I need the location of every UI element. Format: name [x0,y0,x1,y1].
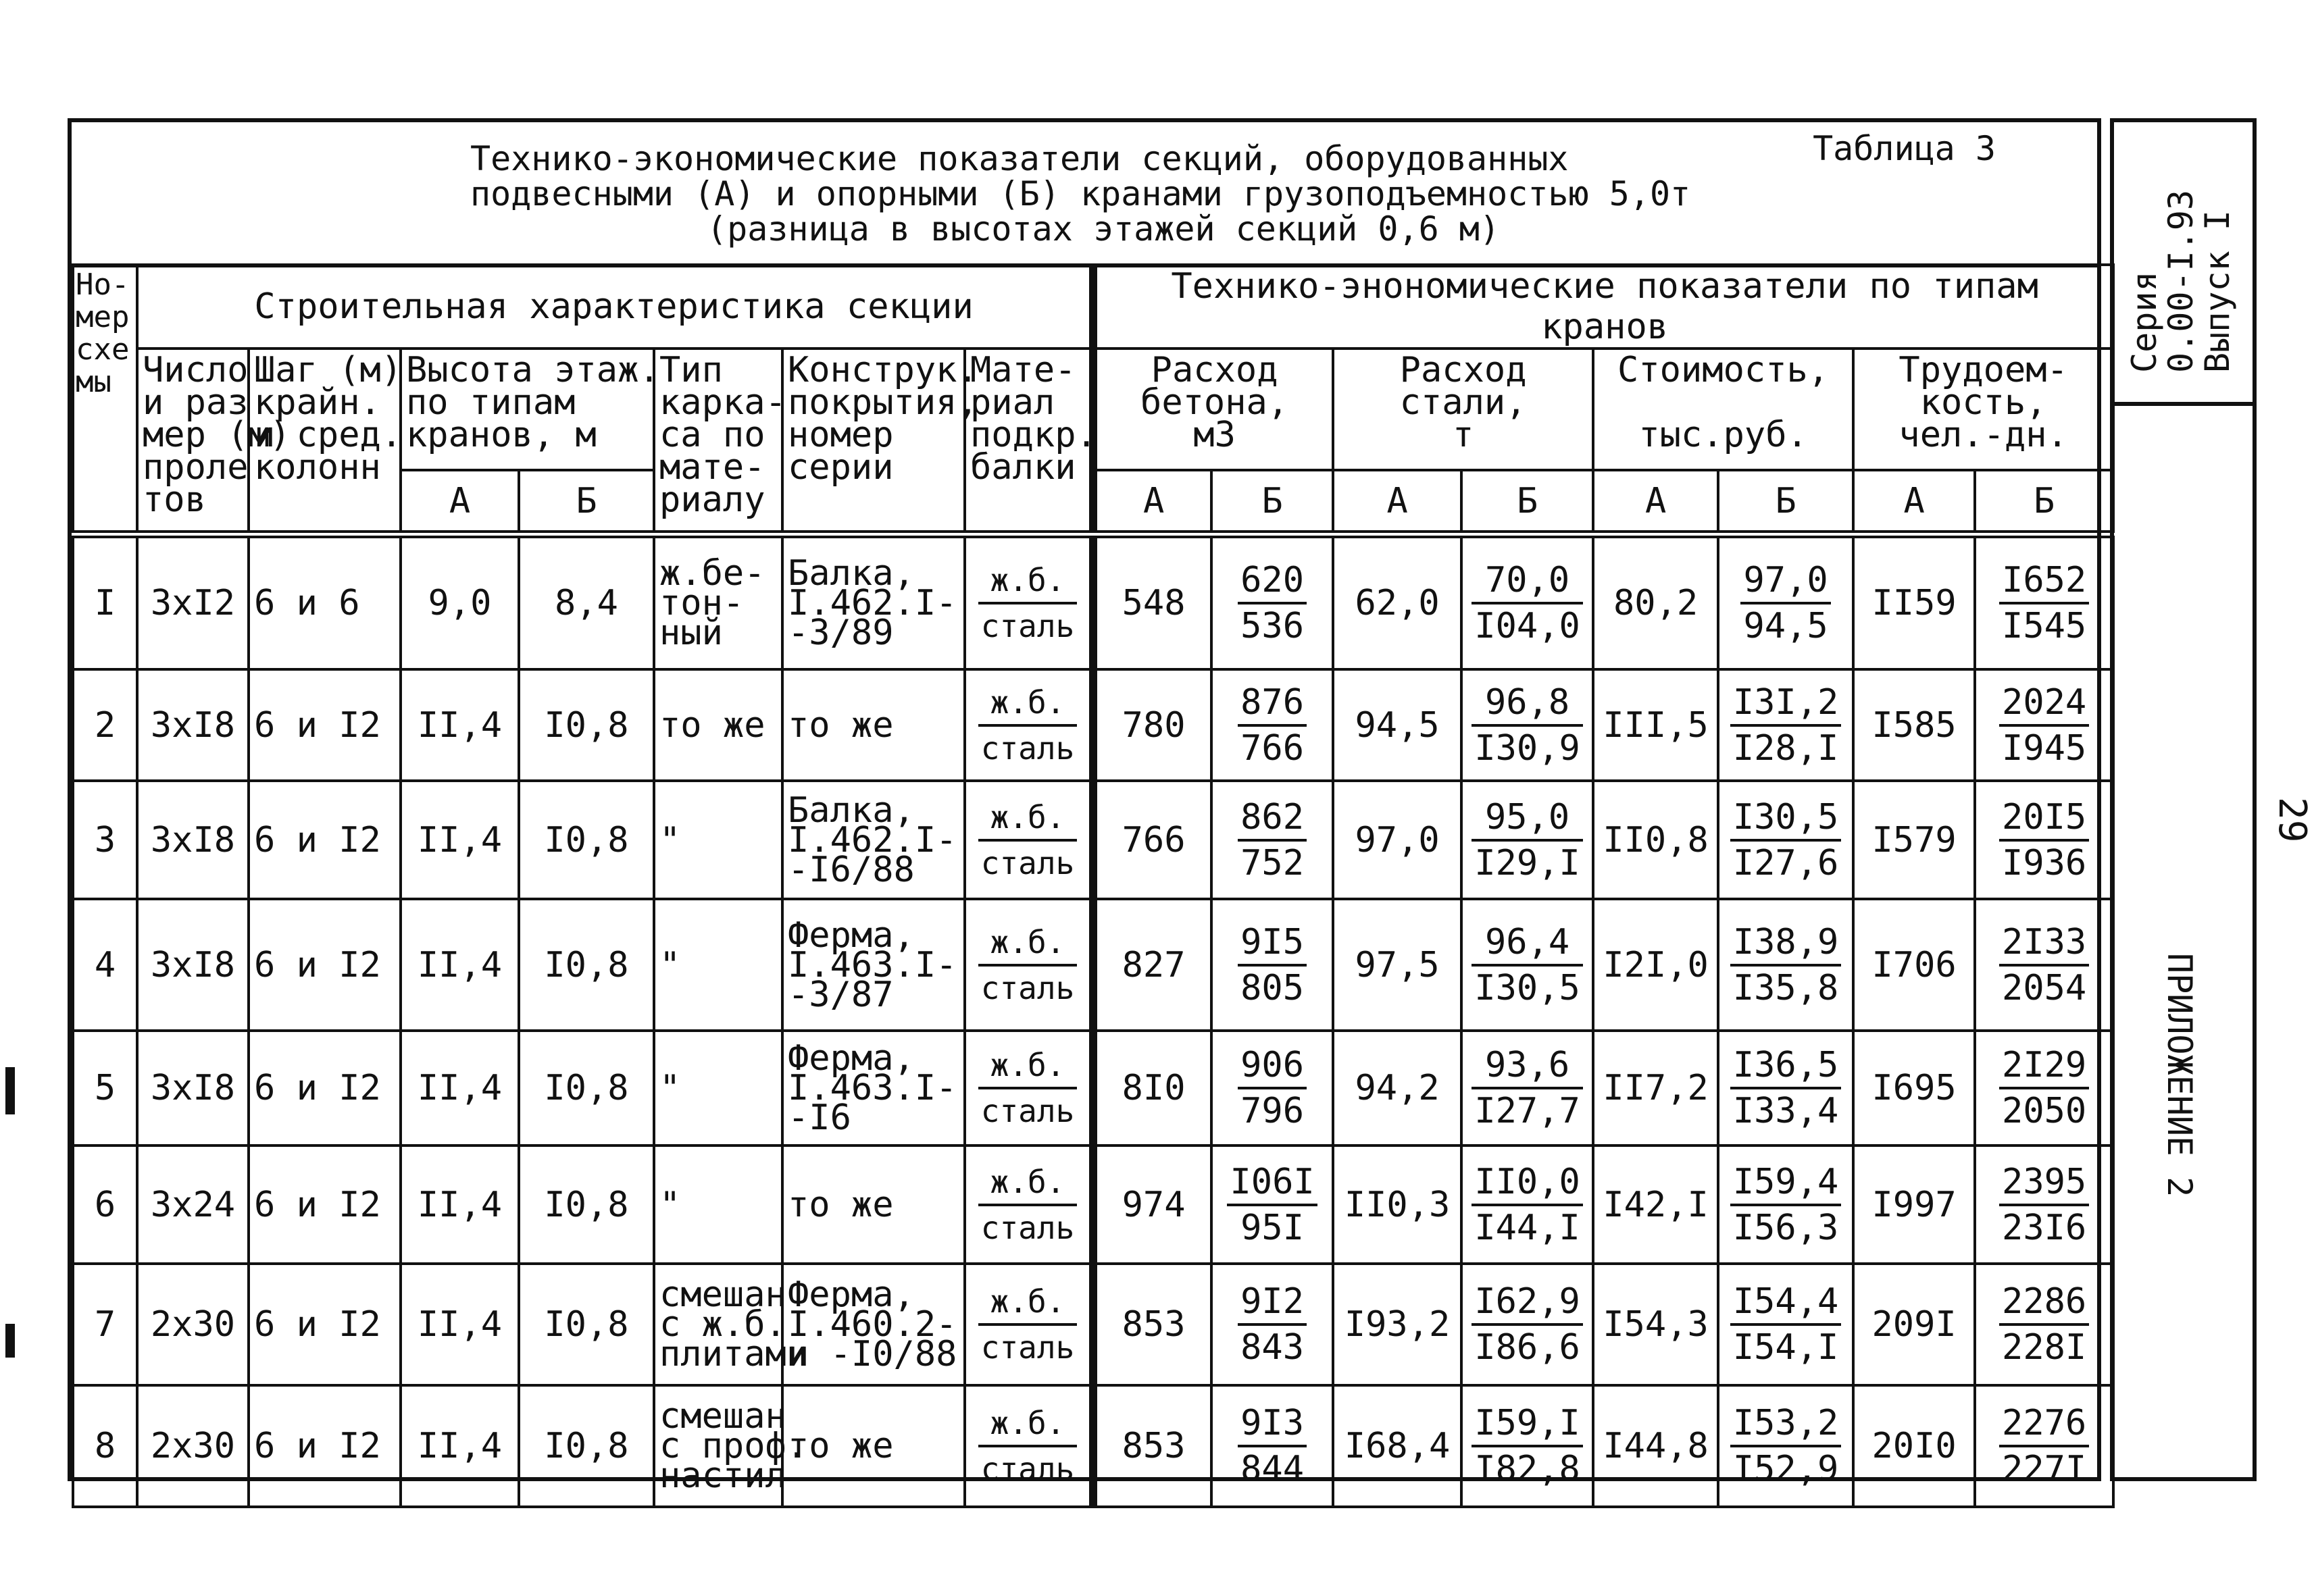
table-row [73,781,2113,899]
edge-mark [5,1067,15,1114]
header-trud: Трудоем- кость, чел.-дн. [1853,349,2113,470]
cell-vysota-b: I0,8 [519,781,654,899]
fraction [1472,1280,1583,1369]
cell-stoim-a: II7,2 [1593,1031,1718,1145]
cell-vysota-a: 9,0 [401,534,519,669]
fraction-bottom: сталь [980,844,1075,881]
table-frame [68,118,2101,1496]
cell-konstr: Ферма, I.463.I- -I6 [782,1031,965,1145]
fraction [1730,1160,1842,1250]
table-row [73,534,2113,669]
fraction [1999,681,2089,770]
fraction-top: 2I29 [1999,1044,2089,1089]
cell-stoim-a: II0,8 [1593,781,1718,899]
cell-beton-a: 766 [1093,781,1211,899]
fraction-top: 9I2 [1238,1280,1307,1326]
cell-beton-a: 853 [1093,1385,1211,1507]
cell-stal-a: I68,4 [1333,1385,1461,1507]
series-text: Серия 0.00-I.93 Выпуск I [2125,190,2237,373]
cell-stal-b [1461,1385,1593,1507]
cell-vysota-a: II,4 [401,1385,519,1507]
cell-stoim-a: III,5 [1593,669,1718,781]
fraction-top: I652 [1999,559,2089,604]
cell-beton-a: 853 [1093,1264,1211,1385]
header-tip: Тип карка- са по мате- риалу [654,349,782,534]
fraction [978,1401,1077,1491]
cell-mat [965,1145,1093,1264]
cell-beton-b [1211,1264,1333,1385]
cell-nomer: I [73,534,137,669]
cell-trud-b [1975,669,2113,781]
table-row [73,1385,2113,1507]
fraction-top: 95,0 [1472,796,1583,842]
cell-trud-b [1975,1031,2113,1145]
cell-trud-a: 209I [1853,1264,1975,1385]
indicators-table [72,263,2115,1508]
fraction-bottom: I28,I [1732,727,1839,769]
side-stamp [2110,118,2257,1481]
cell-stal-b [1461,534,1593,669]
cell-vysota-a: II,4 [401,1031,519,1145]
table-row [73,1031,2113,1145]
fraction-bottom: 94,5 [1743,606,1828,646]
cell-stal-a: 62,0 [1333,534,1461,669]
fraction-bottom: 23I6 [2002,1207,2087,1248]
fraction [1999,1044,2089,1133]
cell-shag: 6 и I2 [249,899,401,1031]
cell-beton-a: 780 [1093,669,1211,781]
cell-beton-b [1211,1385,1333,1507]
fraction-top: 2024 [1999,681,2089,727]
caption-line-2: подвесными (А) и опорными (Б) кранами грузоподъемностью 5,0т [470,174,1691,213]
fraction [1472,796,1583,885]
header-beton-a: А [1093,470,1211,534]
fraction [978,681,1077,770]
header-trud-a: А [1853,470,1975,534]
header-mat: Мате- риал подкр. балки [965,349,1093,534]
fraction-top: I06I [1227,1160,1317,1206]
cell-stal-b [1461,1031,1593,1145]
fraction-bottom: сталь [980,969,1075,1006]
fraction-top: I59,4 [1730,1160,1842,1206]
fraction [1730,1280,1842,1369]
cell-konstr: Балка, I.462.I- -I6/88 [782,781,965,899]
cell-stal-b [1461,669,1593,781]
fraction [1730,921,1842,1010]
fraction-bottom: I29,I [1474,842,1580,883]
fraction [1730,1401,1842,1491]
cell-vysota-a: II,4 [401,781,519,899]
cell-stal-a: 97,0 [1333,781,1461,899]
cell-stal-b [1461,899,1593,1031]
cell-konstr: Ферма, I.460.2- и -I0/88 [782,1264,965,1385]
fraction-top: I62,9 [1472,1280,1583,1326]
cell-chislo: 3xI2 [137,534,249,669]
cell-stal-b [1461,1264,1593,1385]
cell-beton-b [1211,534,1333,669]
fraction-top: 2276 [1999,1401,2089,1447]
fraction-bottom: 2054 [2002,967,2087,1008]
fraction [1238,681,1307,770]
cell-trud-a: I997 [1853,1145,1975,1264]
caption-title [470,141,1821,247]
cell-tip: " [654,899,782,1031]
fraction-top: ж.б. [978,796,1077,842]
cell-vysota-b: I0,8 [519,1264,654,1385]
cell-stoim-b [1718,899,1853,1031]
cell-shag: 6 и I2 [249,669,401,781]
fraction [1730,796,1842,885]
table-row [73,1145,2113,1264]
fraction [1238,921,1307,1010]
fraction [1238,1044,1307,1133]
header-stal-b: Б [1461,470,1593,534]
fraction-bottom: I936 [2002,842,2087,883]
table-number: Таблица 3 [1813,129,1996,168]
fraction [1999,796,2089,885]
fraction-bottom: I52,9 [1732,1449,1839,1489]
cell-shag: 6 и I2 [249,1385,401,1507]
header-beton-b: Б [1211,470,1333,534]
cell-nomer: 7 [73,1264,137,1385]
header-vysota-b: Б [519,470,654,534]
cell-stal-a: I93,2 [1333,1264,1461,1385]
caption-line-3: (разница в высотах этажей секций 0,6 м) [707,209,1500,249]
cell-chislo: 3x24 [137,1145,249,1264]
cell-tip: то же [654,669,782,781]
header-stoim: Стоимость, тыс.руб. [1593,349,1853,470]
cell-beton-b [1211,1031,1333,1145]
cell-stal-b [1461,781,1593,899]
fraction-bottom: 844 [1240,1449,1305,1489]
cell-tip: " [654,1145,782,1264]
cell-tip: " [654,781,782,899]
cell-beton-b [1211,669,1333,781]
fraction [1227,1160,1317,1250]
fraction-top: ж.б. [978,1044,1077,1089]
fraction [1740,559,1830,648]
fraction-bottom: I27,7 [1474,1091,1580,1131]
fraction-top: ж.б. [978,1401,1077,1447]
header-beton: Расход бетона, м3 [1093,349,1333,470]
fraction-top: 96,8 [1472,681,1583,727]
fraction-top: 2I33 [1999,921,2089,967]
cell-stoim-b [1718,1264,1853,1385]
fraction-bottom: I44,I [1474,1207,1580,1248]
fraction-top: 96,4 [1472,921,1583,967]
caption-line-1: Технико-экономические показатели секций, оборудованных [470,139,1569,178]
cell-stal-b [1461,1145,1593,1264]
fraction-bottom: I945 [2002,727,2087,769]
cell-konstr: то же [782,1385,965,1507]
cell-vysota-b: 8,4 [519,534,654,669]
fraction-bottom: сталь [980,608,1075,644]
cell-konstr: то же [782,669,965,781]
cell-trud-b [1975,1264,2113,1385]
cell-chislo: 3xI8 [137,669,249,781]
cell-trud-a: I695 [1853,1031,1975,1145]
cell-konstr: Ферма, I.463.I- -3/87 [782,899,965,1031]
cell-chislo: 2x30 [137,1264,249,1385]
cell-chislo: 3xI8 [137,899,249,1031]
header-row-2 [73,349,2113,470]
fraction-top: ж.б. [978,559,1077,604]
fraction [1472,1044,1583,1133]
fraction-top: 2395 [1999,1160,2089,1206]
cell-nomer: 8 [73,1385,137,1507]
fraction [1472,681,1583,770]
cell-trud-b [1975,1385,2113,1507]
fraction-top: I59,I [1472,1401,1583,1447]
fraction-bottom: I27,6 [1732,842,1839,883]
header-row-1 [73,265,2113,349]
header-stal: Расход стали, т [1333,349,1593,470]
cell-mat [965,899,1093,1031]
cell-trud-b [1975,899,2113,1031]
cell-stal-a: II0,3 [1333,1145,1461,1264]
fraction [1238,1280,1307,1369]
cell-vysota-a: II,4 [401,669,519,781]
fraction [1238,559,1307,648]
fraction [1730,1044,1842,1133]
fraction-top: 9I5 [1238,921,1307,967]
fraction [1730,681,1842,770]
fraction-bottom: 752 [1240,842,1305,883]
fraction-bottom: I35,8 [1732,967,1839,1008]
header-group-indicators: Технико-энономические показатели по типам кранов [1093,265,2113,349]
fraction-bottom: I545 [2002,606,2087,646]
fraction-top: I53,2 [1730,1401,1842,1447]
fraction-top: I38,9 [1730,921,1842,967]
fraction-top: 93,6 [1472,1044,1583,1089]
table-caption [72,122,2097,267]
fraction [978,796,1077,885]
header-group-construction: Строительная характеристика секции [137,265,1093,349]
fraction-bottom: сталь [980,1451,1075,1487]
fraction-bottom: 536 [1240,606,1305,646]
cell-stal-a: 94,5 [1333,669,1461,781]
cell-beton-a: 974 [1093,1145,1211,1264]
fraction-top: ж.б. [978,921,1077,967]
cell-tip: " [654,1031,782,1145]
fraction-bottom: 228I [2002,1327,2087,1368]
header-vysota-a: А [401,470,519,534]
fraction [1472,1160,1583,1250]
cell-vysota-b: I0,8 [519,899,654,1031]
cell-nomer: 5 [73,1031,137,1145]
edge-mark [5,1324,15,1358]
table-row [73,669,2113,781]
cell-trud-b [1975,534,2113,669]
fraction [1238,796,1307,885]
cell-beton-a: 8I0 [1093,1031,1211,1145]
cell-beton-a: 548 [1093,534,1211,669]
fraction [1472,921,1583,1010]
cell-stal-a: 94,2 [1333,1031,1461,1145]
cell-stoim-b [1718,1385,1853,1507]
cell-shag: 6 и I2 [249,1145,401,1264]
cell-stoim-a: I54,3 [1593,1264,1718,1385]
cell-vysota-b: I0,8 [519,1031,654,1145]
fraction-bottom: I30,9 [1474,727,1580,769]
cell-chislo: 3xI8 [137,1031,249,1145]
cell-stoim-a: I42,I [1593,1145,1718,1264]
fraction-bottom: сталь [980,1209,1075,1246]
cell-stoim-a: I44,8 [1593,1385,1718,1507]
fraction [1472,1401,1583,1491]
page-number: 29 [2270,797,2314,843]
fraction-top: 20I5 [1999,796,2089,842]
header-trud-b: Б [1975,470,2113,534]
fraction [978,921,1077,1010]
cell-beton-b [1211,781,1333,899]
cell-trud-b [1975,1145,2113,1264]
cell-tip: ж.бе- тон- ный [654,534,782,669]
cell-mat [965,534,1093,669]
cell-tip: смешан с проф. настил [654,1385,782,1507]
fraction [978,1160,1077,1250]
fraction-bottom: 796 [1240,1091,1305,1131]
cell-trud-a: 20I0 [1853,1385,1975,1507]
fraction-top: ж.б. [978,1160,1077,1206]
cell-shag: 6 и I2 [249,1264,401,1385]
cell-tip: смешан с ж.б. плитами [654,1264,782,1385]
fraction [1999,1160,2089,1250]
fraction [1999,1401,2089,1491]
fraction-bottom: 843 [1240,1327,1305,1368]
cell-konstr: Балка, I.462.I- -3/89 [782,534,965,669]
cell-chislo: 2x30 [137,1385,249,1507]
fraction-bottom: 766 [1240,727,1305,769]
cell-trud-a: I706 [1853,899,1975,1031]
fraction-top: 9I3 [1238,1401,1307,1447]
cell-vysota-b: I0,8 [519,669,654,781]
fraction [978,1280,1077,1369]
fraction-bottom: сталь [980,729,1075,767]
cell-trud-a: I585 [1853,669,1975,781]
fraction [1472,559,1583,648]
header-stoim-b: Б [1718,470,1853,534]
fraction-top: I3I,2 [1730,681,1842,727]
header-chislo: Число и раз мер (м) проле тов [137,349,249,534]
fraction-bottom: сталь [980,1329,1075,1366]
fraction-top: 2286 [1999,1280,2089,1326]
cell-trud-a: II59 [1853,534,1975,669]
header-konstr: Конструк. покрытия, номер серии [782,349,965,534]
cell-vysota-a: II,4 [401,1145,519,1264]
cell-stoim-a: 80,2 [1593,534,1718,669]
cell-vysota-b: I0,8 [519,1145,654,1264]
fraction-top: ж.б. [978,681,1077,727]
fraction-bottom: I54,I [1732,1327,1839,1368]
cell-stoim-b [1718,669,1853,781]
cell-beton-b [1211,899,1333,1031]
header-vysota: Высота этаж. по типам кранов, м [401,349,654,470]
fraction-top: I30,5 [1730,796,1842,842]
fraction-bottom: 805 [1240,967,1305,1008]
fraction [978,1044,1077,1133]
cell-shag: 6 и I2 [249,1031,401,1145]
cell-shag: 6 и 6 [249,534,401,669]
fraction-bottom: I86,6 [1474,1327,1580,1368]
fraction-bottom: I30,5 [1474,967,1580,1008]
fraction-bottom: сталь [980,1093,1075,1129]
cell-stoim-b [1718,1145,1853,1264]
cell-chislo: 3xI8 [137,781,249,899]
fraction [978,559,1077,648]
fraction-top: II0,0 [1472,1160,1583,1206]
fraction-top: I54,4 [1730,1280,1842,1326]
fraction-bottom: I82,8 [1474,1449,1580,1489]
fraction-top: 862 [1238,796,1307,842]
fraction-bottom: I33,4 [1732,1091,1839,1131]
header-stoim-a: А [1593,470,1718,534]
fraction-top: ж.б. [978,1280,1077,1326]
fraction-bottom: I04,0 [1474,606,1580,646]
fraction-bottom: 95I [1240,1207,1305,1248]
cell-stoim-a: I2I,0 [1593,899,1718,1031]
header-nomer: Но- мер схе мы [73,265,137,534]
cell-nomer: 4 [73,899,137,1031]
fraction-top: 97,0 [1740,559,1830,604]
cell-konstr: то же [782,1145,965,1264]
fraction-bottom: 2050 [2002,1091,2087,1131]
fraction-top: 876 [1238,681,1307,727]
cell-stoim-b [1718,1031,1853,1145]
cell-trud-b [1975,781,2113,899]
cell-stoim-b [1718,534,1853,669]
fraction-bottom: 227I [2002,1449,2087,1489]
cell-beton-a: 827 [1093,899,1211,1031]
cell-vysota-b: I0,8 [519,1385,654,1507]
fraction [1999,559,2089,648]
fraction [1999,921,2089,1010]
cell-shag: 6 и I2 [249,781,401,899]
cell-vysota-a: II,4 [401,899,519,1031]
fraction [1238,1401,1307,1491]
series-block [2114,122,2253,406]
cell-vysota-a: II,4 [401,1264,519,1385]
table-row [73,1264,2113,1385]
fraction-top: 70,0 [1472,559,1583,604]
cell-nomer: 6 [73,1145,137,1264]
fraction-top: 906 [1238,1044,1307,1089]
cell-beton-b [1211,1145,1333,1264]
cell-mat [965,1031,1093,1145]
cell-trud-a: I579 [1853,781,1975,899]
cell-stal-a: 97,5 [1333,899,1461,1031]
fraction-top: 620 [1238,559,1307,604]
fraction-bottom: I56,3 [1732,1207,1839,1248]
cell-mat [965,669,1093,781]
cell-nomer: 3 [73,781,137,899]
cell-stoim-b [1718,781,1853,899]
table-row [73,899,2113,1031]
fraction [1999,1280,2089,1369]
header-shag: Шаг (м) крайн. и сред. колонн [249,349,401,534]
cell-mat [965,1264,1093,1385]
cell-nomer: 2 [73,669,137,781]
fraction-top: I36,5 [1730,1044,1842,1089]
cell-mat [965,1385,1093,1507]
header-stal-a: А [1333,470,1461,534]
appendix-label: ПРИЛОЖЕНИЕ 2 [2160,953,2199,1198]
cell-mat [965,781,1093,899]
